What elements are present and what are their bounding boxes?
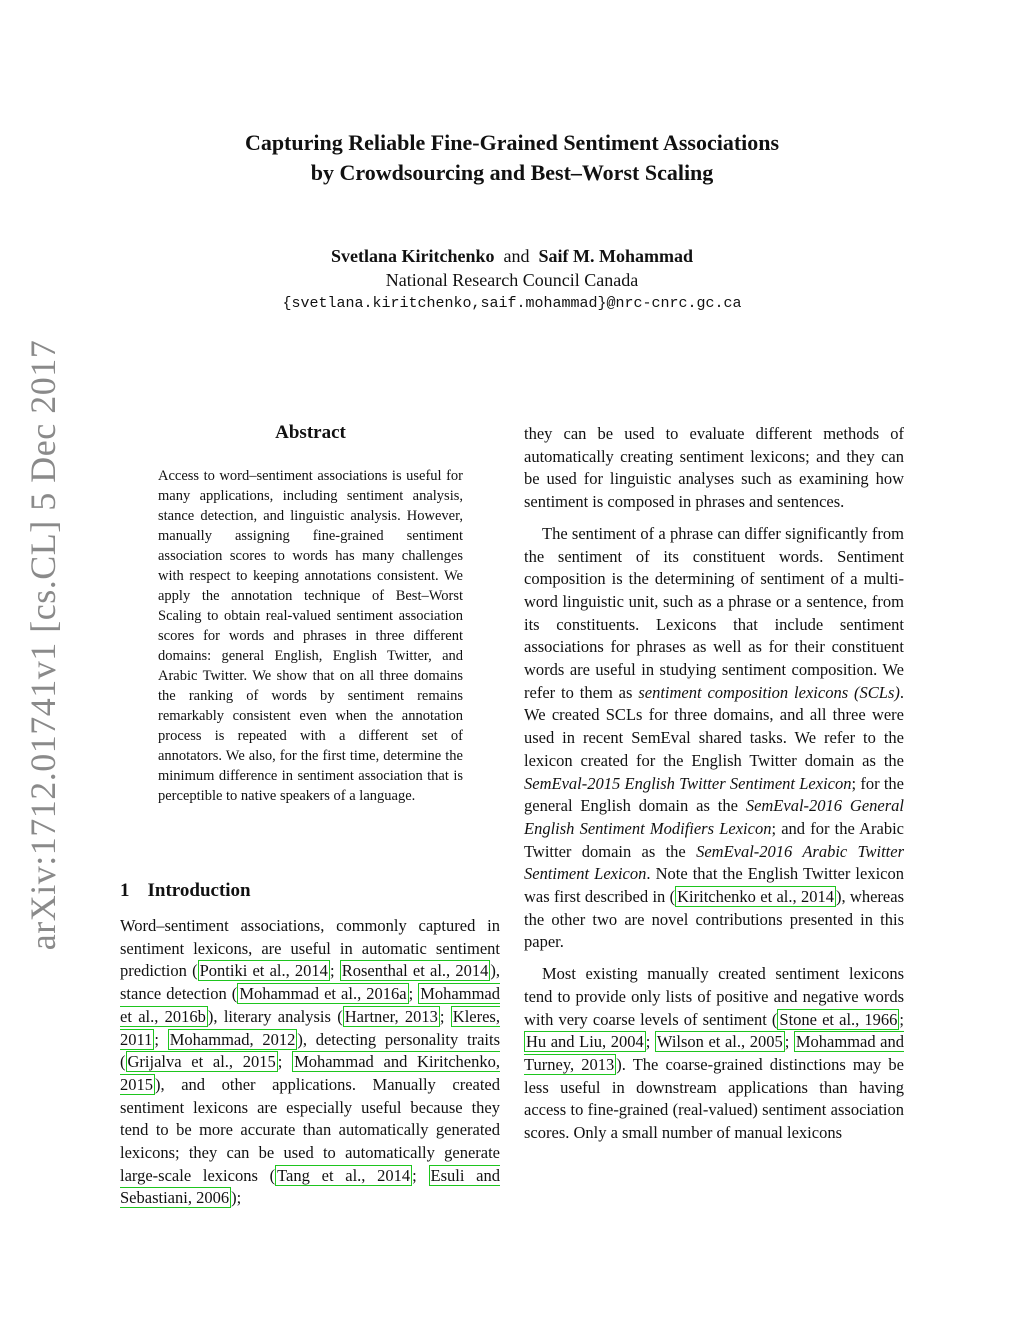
author-email: {svetlana.kiritchenko,saif.mohammad}@nrc-cnrc.gc.ca	[282, 295, 742, 312]
citation-link[interactable]: Mohammad et al., 2016b	[120, 984, 500, 1026]
text-run: ; for the general English domain as the	[524, 773, 905, 816]
citation-link[interactable]: Pontiki et al., 2014	[199, 961, 328, 981]
text-run: . We created SCLs for three domains, and all three were used in recent SemEval shared tasks. We refer to the lexicon created for the English Twitter domain as the	[524, 682, 904, 770]
affiliation: National Research Council Canada	[385, 270, 639, 290]
citation-link[interactable]: Stone et al., 1966	[779, 1009, 898, 1029]
abstract-heading: Abstract	[275, 422, 346, 443]
intro-paragraph-3	[524, 963, 904, 1145]
citation-link[interactable]: Rosenthal et al., 2014	[341, 961, 489, 981]
text-run: ), detecting personality traits (	[120, 1029, 500, 1072]
section-title: Introduction	[147, 880, 251, 901]
author-names	[150, 244, 874, 268]
citation-link[interactable]: Mohammad, 2012	[169, 1029, 296, 1049]
text-run: ), whereas the other two are novel contributions presented in this paper.	[524, 887, 904, 952]
author-block	[150, 244, 874, 316]
citation-link[interactable]: Tang et al., 2014	[277, 1165, 411, 1185]
text-run: ; and for the Arabic Twitter domain as the	[524, 818, 904, 861]
paper-title	[150, 128, 874, 188]
author-2: Saif M. Mohammad	[538, 246, 693, 266]
text-run: ;	[408, 984, 419, 1004]
text-run: ;	[784, 1032, 794, 1052]
author-and: and	[503, 246, 530, 266]
intro-paragraph-1	[120, 915, 500, 1210]
intro-paragraph-2	[524, 523, 904, 954]
text-run: ), stance detection (	[120, 961, 501, 1004]
text-run: ;	[154, 1029, 168, 1049]
right-column-body	[524, 423, 904, 1145]
text-run: ;	[277, 1052, 293, 1072]
abstract-text: Access to word–sentiment associations is useful for many applications, including sentiment analysis, stance detection, and linguistic analysis. However, manually assigning fine-grained sentiment association scores to words has many challenges with respect to keeping annotations consistent. We apply the annotation technique of Best–Worst Scaling to obtain real-valued sentiment association scores for words and phrases in three different domains: general English, English Twitter, and Arabic Twitter. We show that on all three domains the ranking of words by sentiment remains remarkably consistent even when the annotation process is repeated with a different set of annotators. We also, for the first time, determine the minimum difference in sentiment association that is perceptible to native speakers of a language.	[158, 468, 463, 804]
text-run: ;	[899, 1009, 904, 1029]
arxiv-sidebar-stamp	[20, 339, 66, 951]
text-run: ;	[439, 1006, 451, 1026]
title-line-1: Capturing Reliable Fine-Grained Sentiment Associations	[244, 130, 780, 155]
citation-link[interactable]: Mohammad and Kiritchenko, 2015	[120, 1052, 500, 1094]
text-run: . Note that the English Twitter lexicon was first described in (	[524, 864, 905, 907]
left-column-body	[120, 915, 500, 1210]
italic-term: SemEval-2015 English Twitter Sentiment Lexicon	[524, 773, 852, 793]
section-heading-introduction	[120, 880, 251, 902]
italic-term: sentiment composition lexicons (SCLs)	[638, 682, 900, 702]
text-run: ;	[412, 1165, 429, 1185]
citation-link[interactable]: Hu and Liu, 2004	[526, 1032, 644, 1052]
text-run: Most existing manually created sentiment lexicons tend to provide only lists of positive and negative words with very coarse levels of sentiment (	[524, 964, 904, 1029]
citation-link[interactable]: Mohammad and Turney, 2013	[524, 1032, 904, 1074]
citation-link[interactable]: Wilson et al., 2005	[656, 1032, 783, 1052]
citation-link[interactable]: Esuli and Sebastiani, 2006	[120, 1165, 500, 1208]
arxiv-id: arXiv:1712.01741v1 [cs.CL] 5 Dec 2017	[23, 339, 63, 951]
text-run: The sentiment of a phrase can differ significantly from the sentiment of its constituent words. Sentiment composition is the determining of sentiment of a multi-word linguistic unit, such as a phrase or a sentence, from its constituents. Lexicons that include sentiment associations for phrases as well as for their constituent words are useful in studying sentiment composition. We refer to them as	[524, 523, 904, 702]
text-run: ). The coarse-grained distinctions may be less useful in downstream applications than having access to fine-grained (real-valued) sentiment association scores. Only a small number of manual lexicons	[524, 1054, 904, 1143]
citation-link[interactable]: Kiritchenko et al., 2014	[677, 887, 834, 907]
section-number: 1	[120, 880, 130, 901]
text-run: Word–sentiment associations, commonly captured in sentiment lexicons, are useful in automatic sentiment prediction (	[120, 916, 500, 981]
text-run: ;	[645, 1032, 655, 1052]
text-run: );	[231, 1188, 242, 1208]
citation-link[interactable]: Mohammad et al., 2016a	[239, 984, 407, 1004]
author-1: Svetlana Kiritchenko	[330, 246, 495, 266]
intro-paragraph-continued: they can be used to evaluate different methods of automatically creating sentiment lexicons; and they can be used for linguistic analyses such as examining how sentiment is composed in phrases and sentences.	[524, 424, 904, 512]
text-run: ), and other applications. Manually created sentiment lexicons are especially useful because they tend to be more accurate than automatically generated lexicons; they can be used to automatically generate large-scale lexicons (	[120, 1074, 500, 1185]
text-run: ;	[329, 961, 340, 981]
text-run: ), literary analysis (	[207, 1006, 343, 1026]
citation-link[interactable]: Kleres, 2011	[120, 1006, 500, 1049]
citation-link[interactable]: Hartner, 2013	[344, 1006, 438, 1026]
italic-term: SemEval-2016 Arabic Twitter Sentiment Lexicon	[524, 841, 904, 884]
title-line-2: by Crowdsourcing and Best–Worst Scaling	[310, 160, 714, 185]
italic-term: SemEval-2016 General English Sentiment Modifiers Lexicon	[524, 796, 904, 838]
citation-link[interactable]: Grijalva et al., 2015	[127, 1052, 276, 1072]
